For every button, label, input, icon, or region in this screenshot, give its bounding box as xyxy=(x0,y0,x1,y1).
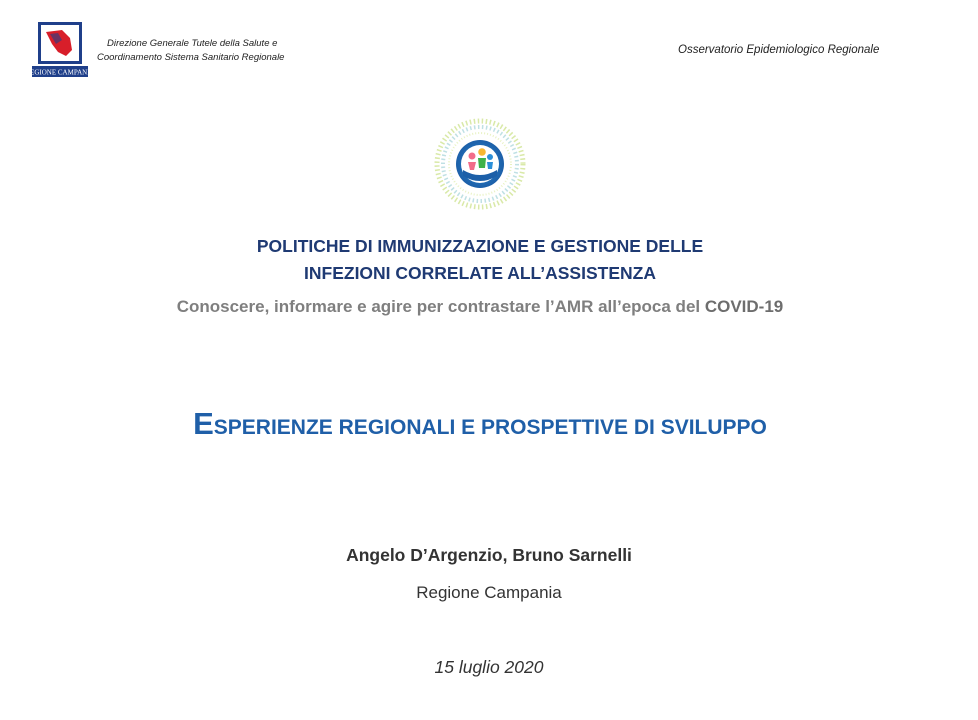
subtitle-prefix: Conoscere, informare e agire per contrastare l’AMR all’epoca del xyxy=(176,297,705,316)
department-line-1: Direzione Generale Tutele della Salute e xyxy=(107,38,278,49)
section-title-initial: E xyxy=(193,406,214,441)
authors: Angelo D’Argenzio, Bruno Sarnelli xyxy=(346,545,632,565)
main-title-line-1: POLITICHE DI IMMUNIZZAZIONE E GESTIONE DELLE xyxy=(256,236,704,256)
observatory-name: Osservatorio Epidemiologico Regionale xyxy=(678,44,880,56)
section-title xyxy=(0,406,960,442)
logo-caption: REGIONE CAMPANIA xyxy=(25,68,95,77)
regione-campania-logo-icon xyxy=(25,22,95,78)
family-emblem-icon xyxy=(432,118,528,214)
department-line-2: Coordinamento Sistema Sanitario Regionale xyxy=(97,52,285,63)
presentation-date: 15 luglio 2020 xyxy=(434,657,544,677)
affiliation: Regione Campania xyxy=(416,583,562,602)
subtitle-covid: COVID-19 xyxy=(704,297,784,316)
section-title-rest: SPERIENZE REGIONALI E PROSPETTIVE DI SVILUPPO xyxy=(213,416,767,439)
main-title-line-2: INFEZIONI CORRELATE ALL’ASSISTENZA xyxy=(304,263,656,283)
subtitle xyxy=(0,297,960,317)
